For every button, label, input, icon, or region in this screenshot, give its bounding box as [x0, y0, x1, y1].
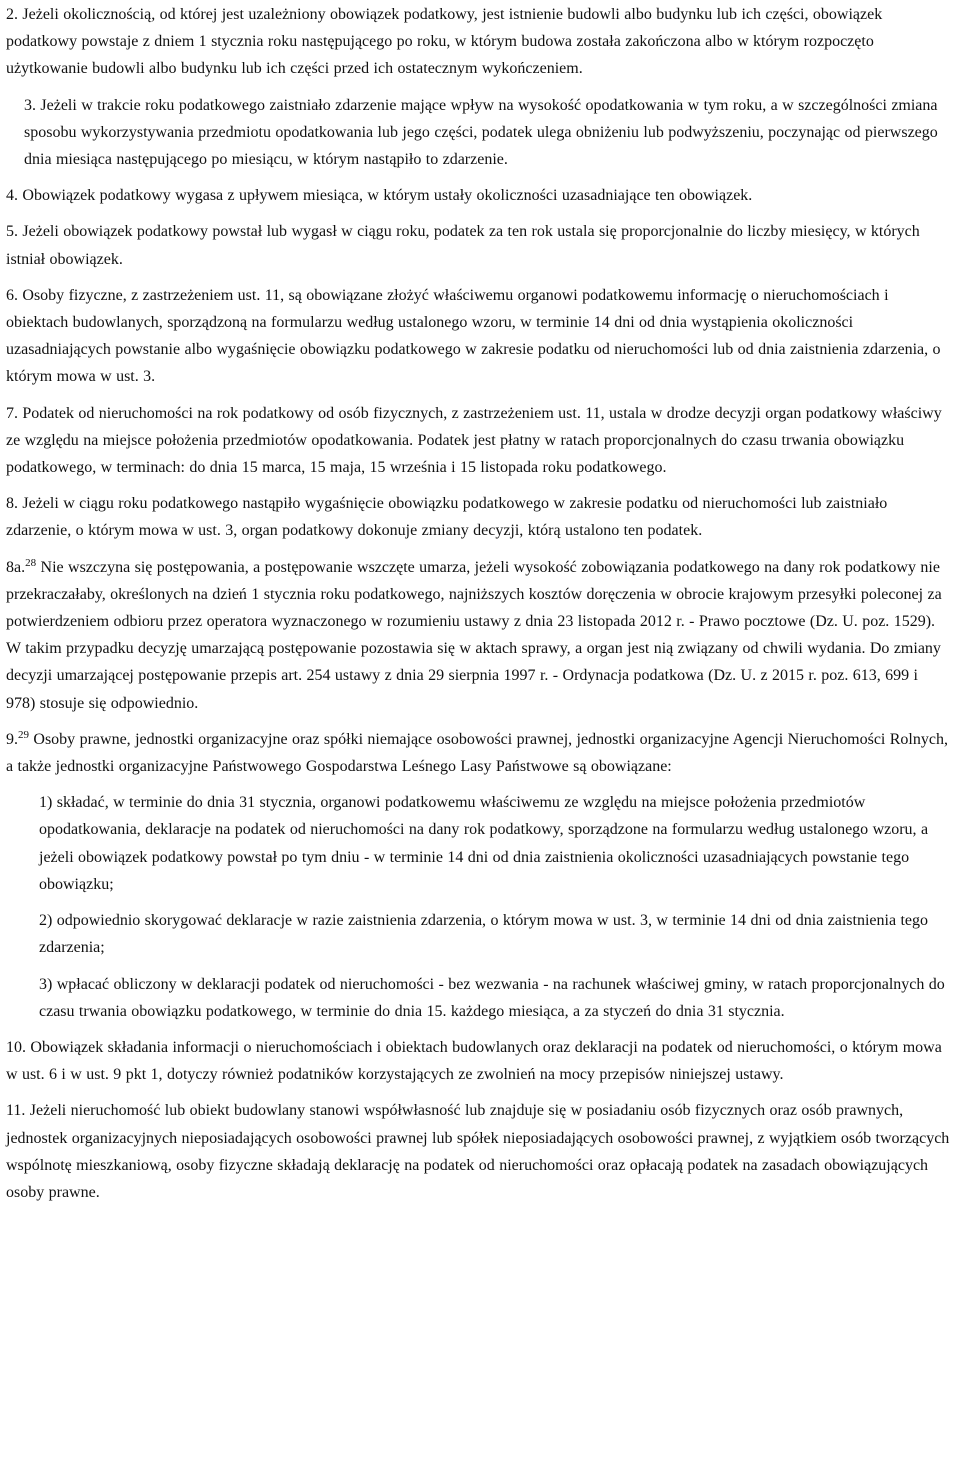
paragraph-9-item-1: 1) składać, w terminie do dnia 31 stycznia, organowi podatkowemu właściwemu ze względu na miejsce położenia przedmiotów opodatkowania, deklaracje na podatek od nieruchomości na dany rok podatkowy, sporządzone na formularzu według ustalonego wzoru, a jeżeli obowiązek podatkowy powstał po tym dniu - w terminie 14 dni od dnia zaistnienia okoliczności uzasadniających powstanie tego obowiązku;: [39, 794, 929, 893]
paragraph-9-item-3: 3) wpłacać obliczony w deklaracji podatek od nieruchomości - bez wezwania - na rachunek właściwej gminy, w ratach proporcjonalnych do czasu trwania obowiązku podatkowego, w terminie do dnia 15. każdego miesiąca, a za styczeń do dnia 31 stycznia.: [39, 975, 945, 1020]
paragraph-10: 10. Obowiązek składania informacji o nieruchomościach i obiektach budowlanych oraz deklaracji na podatek od nieruchomości, o którym mowa w ust. 6 i w ust. 9 pkt 1, dotyczy również podatników korzystających ze zwolnień na mocy przepisów niniejszej ustawy.: [6, 1038, 942, 1084]
footnote-ref-29: 29: [18, 728, 29, 741]
paragraph-9: [6, 726, 950, 780]
paragraph-8a: [6, 554, 950, 717]
paragraph-4: 4. Obowiązek podatkowy wygasa z upływem miesiąca, w którym ustały okoliczności uzasadniające ten obowiązek.: [6, 187, 753, 205]
paragraph-8: 8. Jeżeli w ciągu roku podatkowego nastąpiło wygaśnięcie obowiązku podatkowego w zakresie podatku od nieruchomości lub zaistniało zdarzenie, o którym mowa w ust. 3, organ podatkowy dokonuje zmiany decyzji, którą ustalono ten podatek.: [6, 495, 888, 540]
paragraph-6: 6. Osoby fizyczne, z zastrzeżeniem ust. 11, są obowiązane złożyć właściwemu organowi podatkowemu informację o nieruchomościach i obiektach budowlanych, sporządzoną na formularzu według ustalonego wzoru, w terminie 14 dni od dnia wystąpienia okoliczności uzasadniających powstanie albo wygaśnięcie obowiązku podatkowego w zakresie podatku od nieruchomości lub od dnia zaistnienia zdarzenia, o którym mowa w ust. 3.: [6, 286, 941, 386]
paragraph-3: 3. Jeżeli w trakcie roku podatkowego zaistniało zdarzenie mające wpływ na wysokość opodatkowania w tym roku, a w szczególności zmiana sposobu wykorzystywania przedmiotu opodatkowania lub jego części, podatek ulega obniżeniu lub podwyższeniu, poczynając od pierwszego dnia miesiąca następującego po miesiącu, w którym nastąpiło to zdarzenie.: [24, 96, 938, 169]
paragraph-2: 2. Jeżeli okolicznością, od której jest uzależniony obowiązek podatkowy, jest istnienie budowli albo budynku lub ich części, obowiązek podatkowy powstaje z dniem 1 stycznia roku następującego po roku, w którym budowa została zakończona albo w którym rozpoczęto użytkowanie budowli albo budynku lub ich części przed ich ostatecznym wykończeniem.: [6, 6, 883, 78]
paragraph-9-item-2: 2) odpowiednio skorygować deklaracje w razie zaistnienia zdarzenia, o którym mowa w ust. 3, w terminie 14 dni od dnia zaistnienia tego zdarzenia;: [39, 912, 929, 957]
document-page: [0, 1, 950, 1206]
paragraph-7: 7. Podatek od nieruchomości na rok podatkowy od osób fizycznych, z zastrzeżeniem ust. 11, ustala w drodze decyzji organ podatkowy właściwy ze względu na miejsce położenia przedmiotów opodatkowania. Podatek jest płatny w ratach proporcjonalnych do czasu trwania obowiązku podatkowego, w terminach: do dnia 15 marca, 15 maja, 15 września i 15 listopada roku podatkowego.: [6, 404, 942, 477]
paragraph-9-text: Osoby prawne, jednostki organizacyjne oraz spółki niemające osobowości prawnej, jednostki organizacyjne Agencji Nieruchomości Rolnych, a także jednostki organizacyjne Państwowego Gospodarstwa Leśnego Lasy Państwowe są obowiązane:: [6, 730, 948, 776]
paragraph-5: 5. Jeżeli obowiązek podatkowy powstał lub wygasł w ciągu roku, podatek za ten rok ustala się proporcjonalnie do liczby miesięcy, w których istniał obowiązek.: [6, 223, 920, 268]
paragraph-11: 11. Jeżeli nieruchomość lub obiekt budowlany stanowi współwłasność lub znajduje się w posiadaniu osób fizycznych oraz osób prawnych, jednostek organizacyjnych nieposiadających osobowości prawnej lub spółek nieposiadających osobowości prawnej, z wyjątkiem osób tworzących wspólnotę mieszkaniową, osoby fizyczne składają deklarację na podatek od nieruchomości oraz opłacają podatek na zasadach obowiązujących osoby prawne.: [6, 1102, 950, 1201]
footnote-ref-28: 28: [25, 556, 37, 569]
paragraph-8a-text: Nie wszczyna się postępowania, a postępowanie wszczęte umarza, jeżeli wysokość zobowiązania podatkowego na dany rok podatkowy nie przekraczałaby, określonych na dzień 1 stycznia roku podatkowego, najniższych kosztów doręczenia w obrocie krajowym przesyłki poleconej za potwierdzeniem odbioru przez operatora wyznaczonego w rozumieniu ustawy z dnia 23 listopada 2012 r. - Prawo pocztowe (Dz. U. poz. 1529). W takim przypadku decyzję umarzającą postępowanie pozostawia się w aktach sprawy, a organ jest nią związany od chwili wydania. Do zmiany decyzji umarzającej postępowanie przepis art. 254 ustawy z dnia 29 sierpnia 1997 r. - Ordynacja podatkowa (Dz. U. z 2015 r. poz. 613, 699 i 978) stosuje się odpowiednio.: [6, 558, 942, 712]
paragraph-9-number: 9.: [6, 730, 18, 748]
paragraph-8a-number: 8a.: [6, 558, 26, 576]
